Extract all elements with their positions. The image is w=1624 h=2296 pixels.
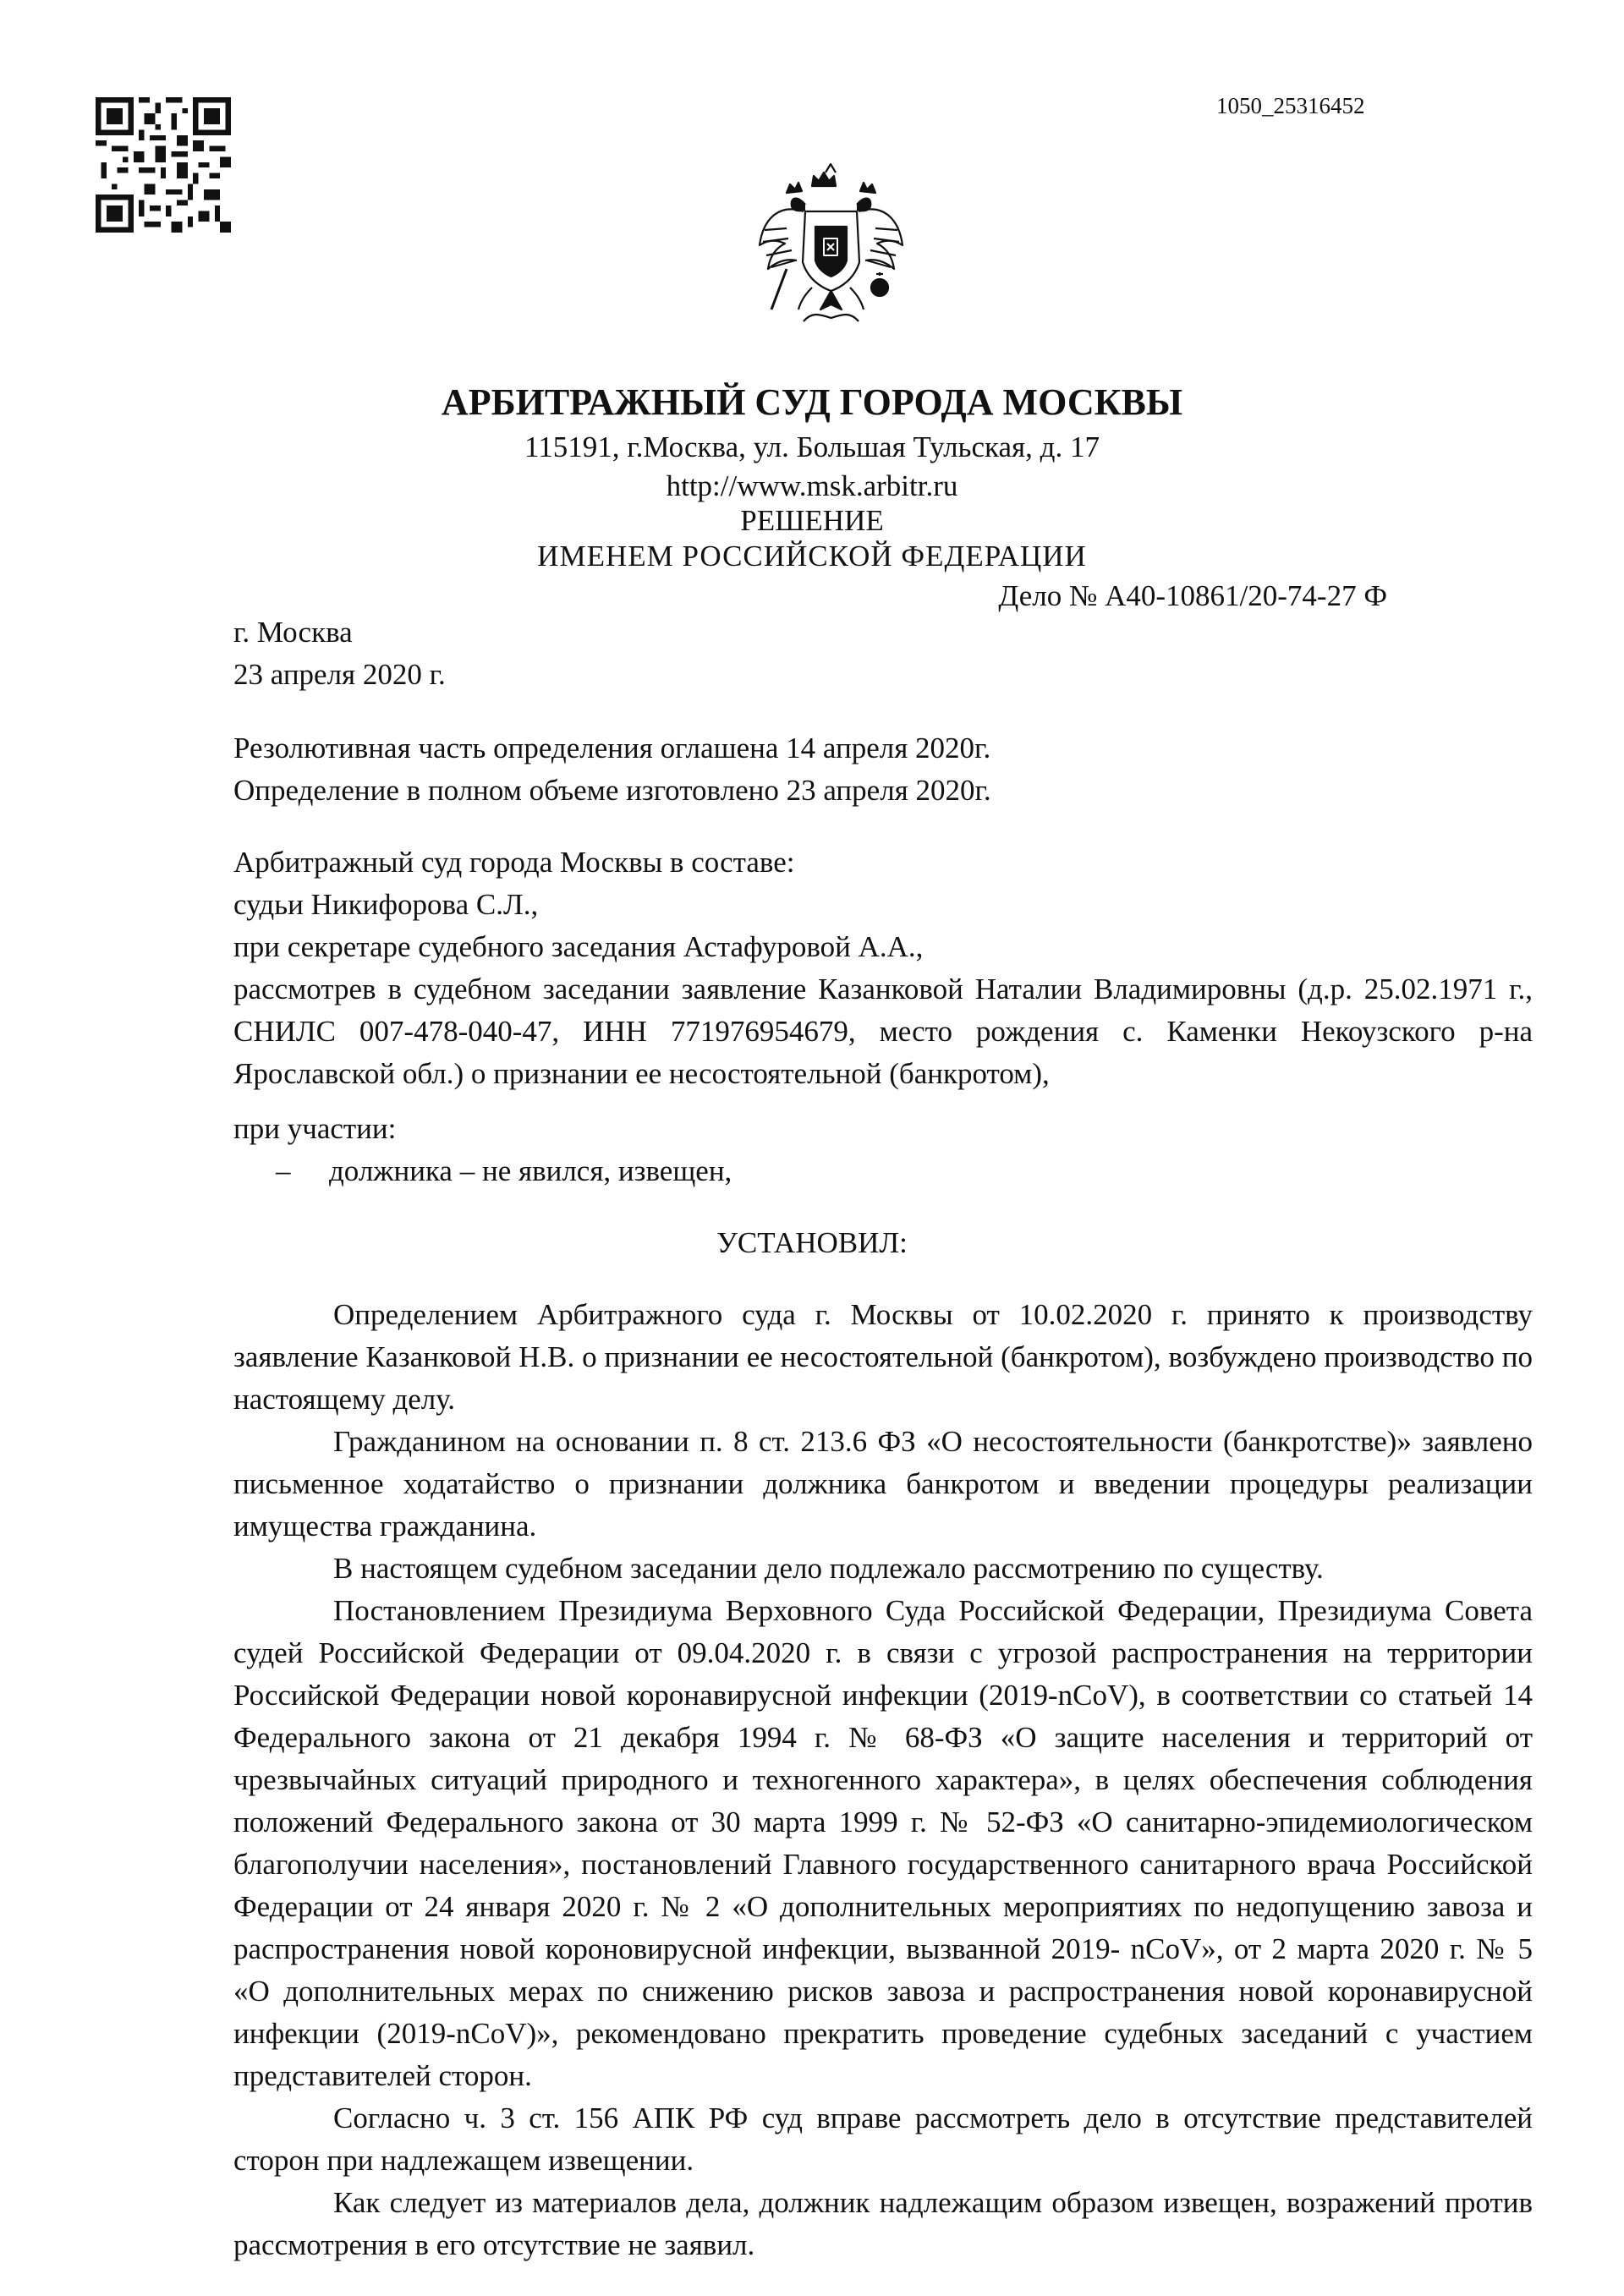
- court-address: 115191, г.Москва, ул. Большая Тульская, д. 17: [524, 430, 1100, 463]
- considering-paragraph: рассмотрев в судебном заседании заявление Казанковой Наталии Владимировны (д.р. 25.02.1971 г., СНИЛС 007-478-040-47, ИНН 771976954679, место рождения с. Каменки Некоузского р-на Ярославской обл.) о признании ее несостоятельной (банкротом),: [233, 973, 1533, 1090]
- body-paragraph: В настоящем судебном заседании дело подлежало рассмотрению по существу.: [333, 1552, 1324, 1585]
- body-paragraph: Согласно ч. 3 ст. 156 АПК РФ суд вправе рассмотреть дело в отсутствие представителей сторон при надлежащем извещении.: [233, 2101, 1533, 2177]
- place-and-date: [233, 611, 1533, 696]
- decision-subtitle: ИМЕНЕМ РОССИЙСКОЙ ФЕДЕРАЦИИ: [537, 540, 1087, 573]
- participation-section: [233, 1108, 1533, 1192]
- participation-item: [233, 1150, 1533, 1192]
- body-paragraph: Как следует из материалов дела, должник надлежащим образом извещен, возражений против рассмотрения в его отсутствие не заявил.: [233, 2186, 1533, 2261]
- coat-of-arms-icon: [753, 161, 909, 330]
- document-id: 1050_25316452: [1216, 93, 1365, 118]
- city: г. Москва: [233, 616, 353, 649]
- court-name: АРБИТРАЖНЫЙ СУД ГОРОДА МОСКВЫ: [441, 381, 1183, 423]
- established-heading: УСТАНОВИЛ:: [716, 1226, 908, 1259]
- decision-title: РЕШЕНИЕ: [740, 504, 884, 537]
- secretary-line: при секретаре судебного заседания Астафуровой А.А.,: [233, 930, 924, 963]
- participation-item-text: должника – не явился, извещен,: [329, 1154, 732, 1187]
- procedural-dates: [233, 727, 1533, 812]
- bullet-dash: –: [276, 1154, 291, 1187]
- body-paragraph: Гражданином на основании п. 8 ст. 213.6 ФЗ «О несостоятельности (банкротстве)» заявлено письменное ходатайство о признании должника банкротом и введении процедуры реализации имущества гражданина.: [233, 1425, 1533, 1543]
- composition-line: Арбитражный суд города Москвы в составе:: [233, 846, 795, 879]
- case-number: Дело № А40-10861/20-74-27 Ф: [998, 579, 1387, 612]
- body-paragraph: Постановлением Президиума Верховного Суда Российской Федерации, Президиума Совета судей Российской Федерации от 09.04.2020 г. в связи с угрозой распространения на территории Российской Федерации новой коронавирусной инфекции (2019-nCoV), в соответствии со статьей 14 Федерального закона от 21 декабря 1994 г. № 68-ФЗ «О защите населения и территорий от чрезвычайных ситуаций природного и техногенного характера», в целях обеспечения соблюдения положений Федерального закона от 30 марта 1999 г. № 52-ФЗ «О санитарно-эпидемиологическом благополучии населения», постановлений Главного государственного санитарного врача Российской Федерации от 24 января 2020 г. № 2 «О дополнительных мероприятиях по недопущению завоза и распространения новой короновирусной инфекции, вызванной 2019- nCoV», от 2 марта 2020 г. № 5 «О дополнительных мерах по снижению рисков завоза и распространения новой коронавирусной инфекции (2019-nCoV)», рекомендовано прекратить проведение судебных заседаний с участием представителей сторон.: [233, 1594, 1533, 2092]
- judge-line: судьи Никифорова С.Л.,: [233, 888, 539, 921]
- qr-code-icon: [96, 97, 231, 233]
- decision-date: 23 апреля 2020 г.: [233, 658, 446, 691]
- court-website-link[interactable]: http://www.msk.arbitr.ru: [666, 469, 958, 502]
- court-composition: [233, 841, 1533, 1095]
- full-text-prepared: Определение в полном объеме изготовлено 23 апреля 2020г.: [233, 774, 991, 807]
- decision-body: [233, 1294, 1533, 2266]
- resolution-announced: Резолютивная часть определения оглашена 14 апреля 2020г.: [233, 732, 991, 764]
- body-paragraph: Определением Арбитражного суда г. Москвы от 10.02.2020 г. принято к производству заявление Казанковой Н.В. о признании ее несостоятельной (банкротом), возбуждено производство по настоящему делу.: [233, 1298, 1533, 1416]
- participation-label: при участии:: [233, 1112, 397, 1145]
